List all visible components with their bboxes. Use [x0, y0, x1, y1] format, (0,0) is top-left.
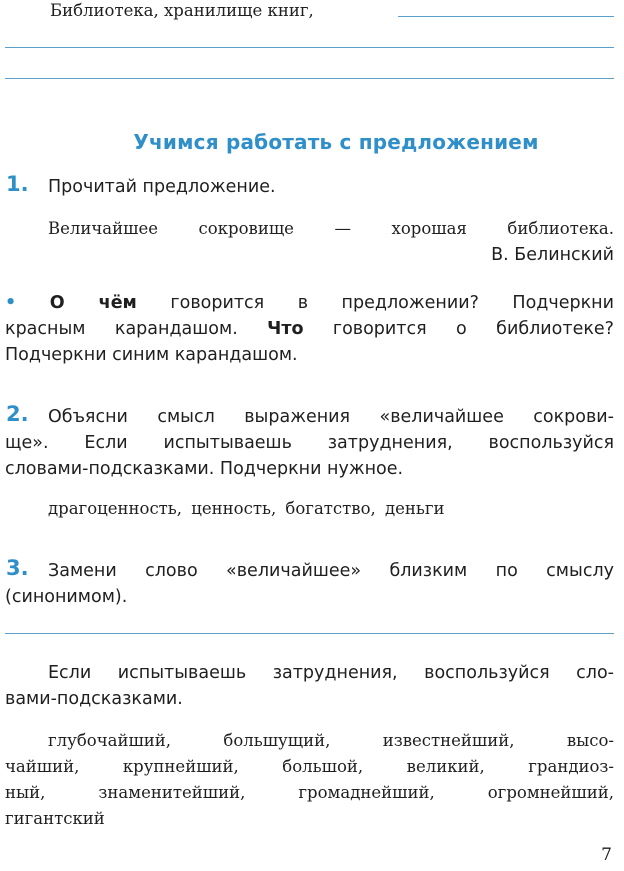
page-number: 7: [601, 845, 612, 865]
task-text: ще». Если испытываешь затруднения, воспользуйся: [5, 433, 614, 453]
top-line-text: Библиотека, хранилище книг,: [50, 1, 314, 20]
task-number: 3.: [6, 556, 29, 580]
hint-words: драгоценность, ценность, богатство, деньги: [48, 499, 445, 518]
help-text: Если испытываешь затруднения, воспользуйся сло-: [48, 663, 614, 683]
task-instruction: Прочитай предложение.: [48, 177, 276, 197]
task-number: 1.: [6, 172, 29, 196]
bold-question: Что: [267, 319, 304, 339]
bullet-marker: •: [5, 293, 17, 313]
bullet-text: говорится в предложении? Подчеркни: [170, 293, 614, 313]
synonym-words: гигантский: [5, 809, 105, 828]
quote-author: В. Белинский: [491, 245, 614, 265]
bullet-text: говорится о библиотеке?: [332, 319, 614, 339]
bullet-line-1: [5, 290, 614, 316]
bullet-line-3: Подчеркни синим карандашом.: [5, 345, 298, 365]
bullet-text: красным карандашом.: [5, 319, 238, 339]
answer-line: [5, 633, 614, 634]
task-text: словами-подсказками. Подчеркни нужное.: [5, 459, 404, 479]
task-number: 2.: [6, 402, 29, 426]
synonym-words: глубочайший, большущий, известнейший, высо-: [48, 731, 614, 750]
bold-question: О чём: [49, 293, 137, 313]
section-title: Учимся работать с предложением: [133, 130, 539, 154]
synonym-words: ный, знаменитейший, громаднейший, огромнейший,: [5, 783, 614, 802]
help-text: вами-подсказками.: [5, 689, 183, 709]
bullet-line-2: [5, 316, 614, 342]
answer-line: [5, 47, 614, 48]
task-text: (синонимом).: [5, 587, 128, 607]
task-text: Замени слово «величайшее» близким по смыслу: [48, 561, 614, 581]
task-text: Объясни смысл выражения «величайшее сокрови-: [48, 407, 614, 427]
synonym-words: чайший, крупнейший, большой, великий, грандиоз-: [5, 757, 614, 776]
quote-text: Величайшее сокровище — хорошая библиотека.: [48, 219, 614, 238]
answer-line: [398, 16, 614, 17]
answer-line: [5, 78, 614, 79]
